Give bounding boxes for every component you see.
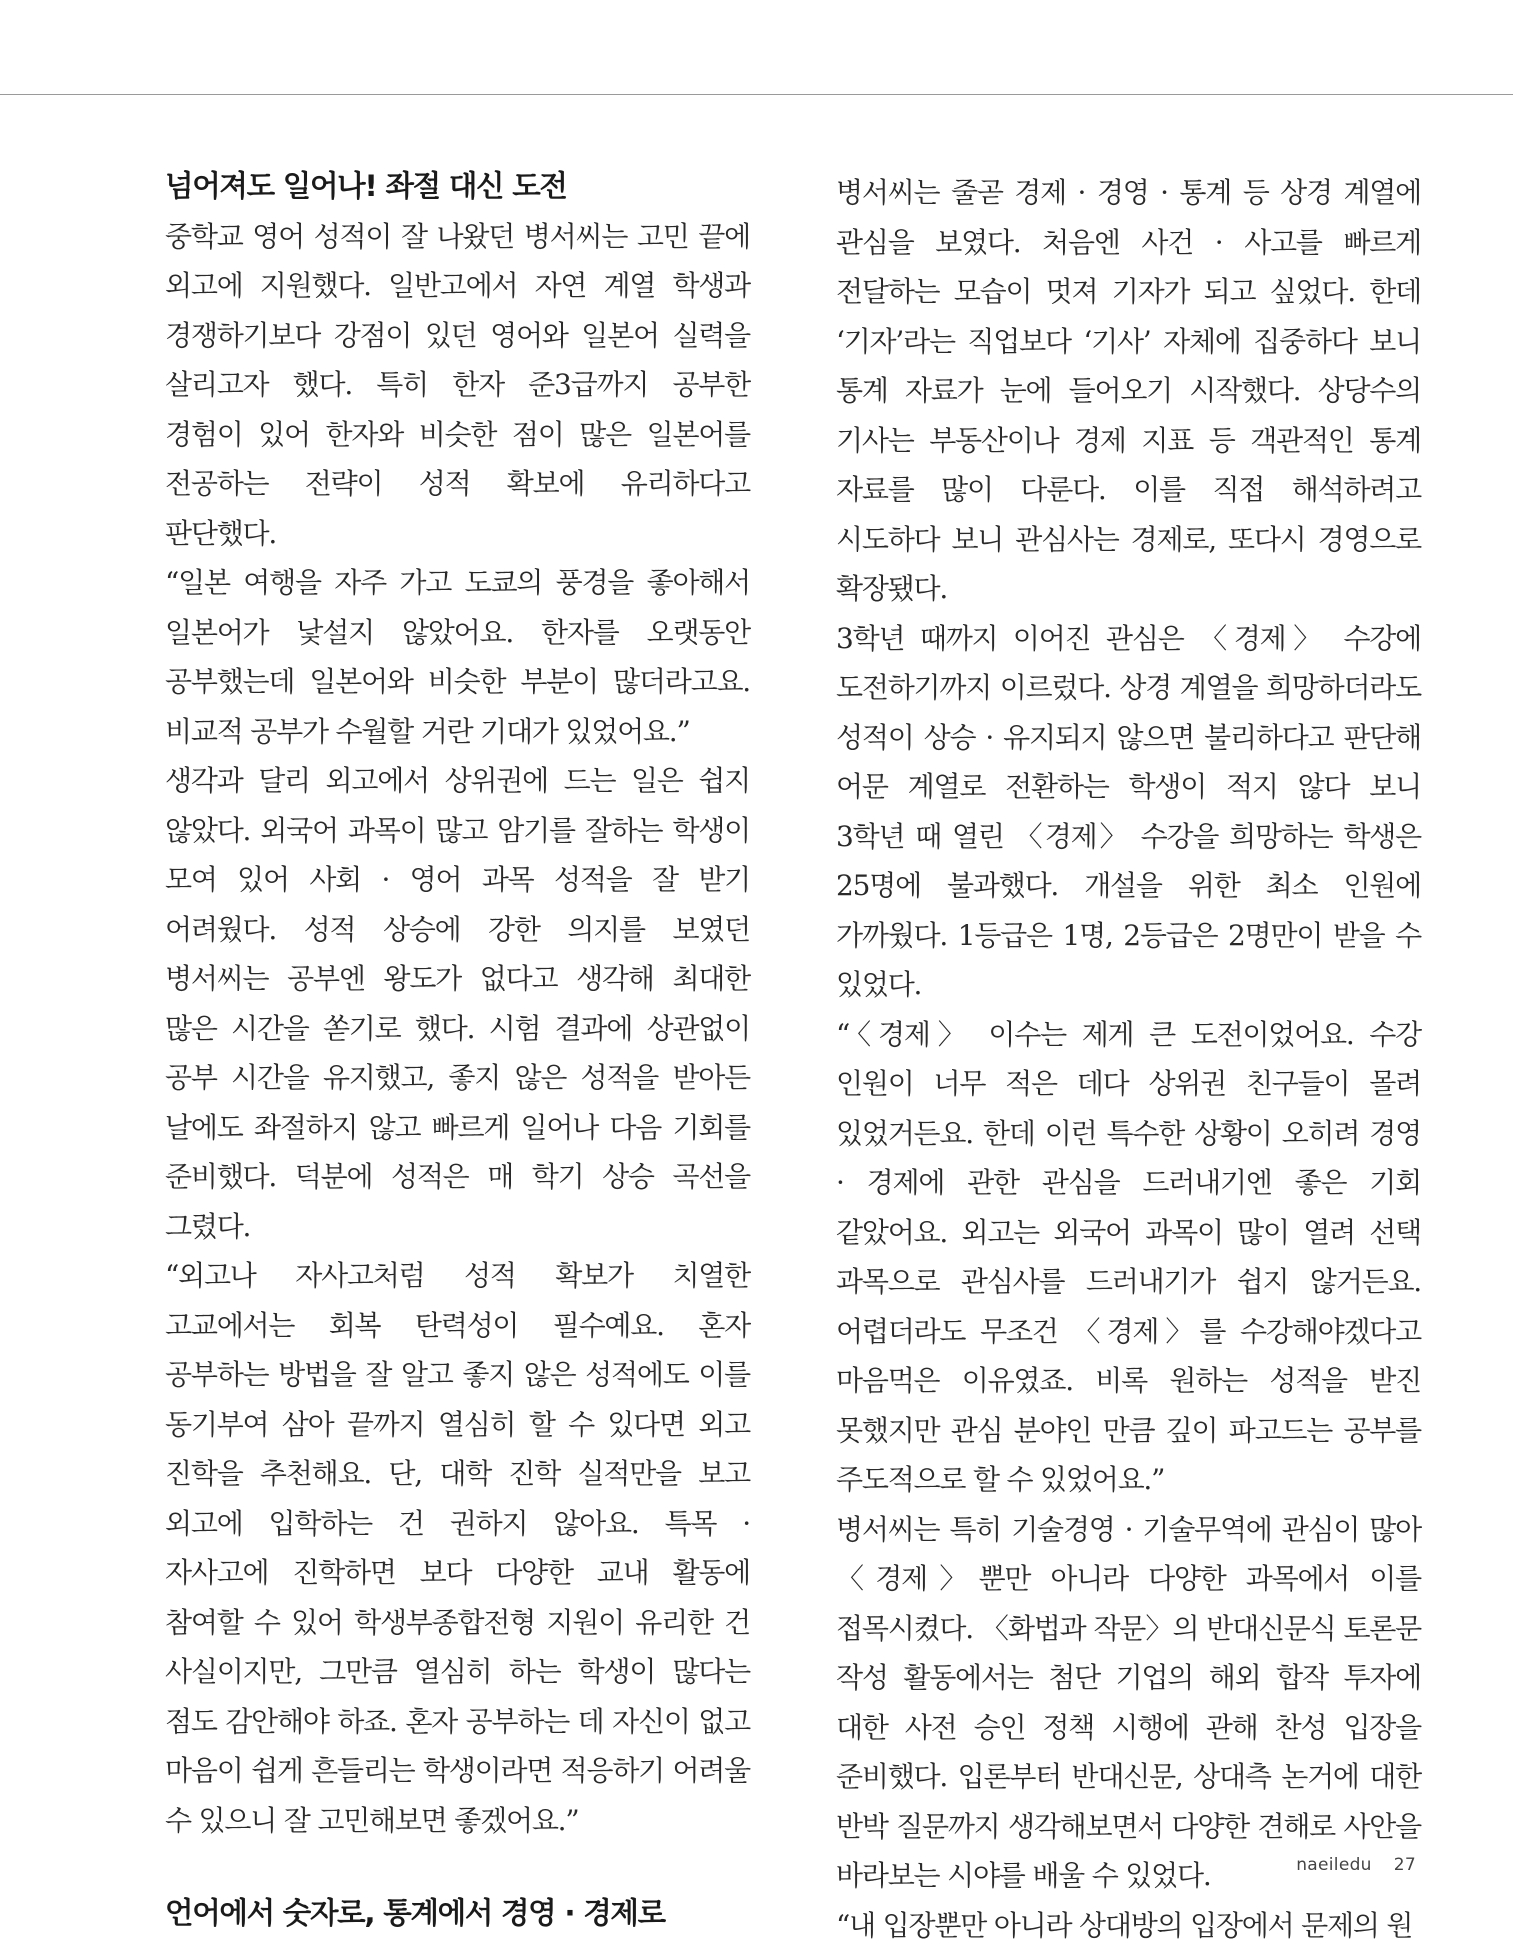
section-spacer (165, 1845, 750, 1889)
right-column (836, 168, 1421, 1950)
section-heading-1: 넘어져도 일어나! 좌절 대신 도전 (165, 162, 750, 212)
quote-paragraph: “내 입장뿐만 아니라 상대방의 입장에서 문제의 원 (836, 1901, 1421, 1950)
paragraph: 생각과 달리 외고에서 상위권에 드는 일은 쉽지 않았다. 외국어 과목이 많고 암기를 잘하는 학생이 모여 있어 사회 · 영어 과목 성적을 잘 받기 어려웠다. 성적 상승에 강한 의지를 보였던 병서씨는 공부엔 왕도가 없다고 생각해 최대한 많은 시간을 쏟기로 했다. 시험 결과에 상관없이 공부 시간을 유지했고, 좋지 않은 성적을 받아든 날에도 좌절하지 않고 빠르게 일어나 다음 기회를 준비했다. 덕분에 성적은 매 학기 상승 곡선을 그렸다. (165, 756, 750, 1251)
paragraph: 중학교 영어 성적이 잘 나왔던 병서씨는 고민 끝에 외고에 지원했다. 일반고에서 자연 계열 학생과 경쟁하기보다 강점이 있던 영어와 일본어 실력을 살리고자 했다. 특히 한자 준3급까지 공부한 경험이 있어 한자와 비슷한 점이 많은 일본어를 전공하는 전략이 성적 확보에 유리하다고 판단했다. (165, 212, 750, 559)
paragraph: 병서씨는 특히 기술경영 · 기술무역에 관심이 많아 〈경제〉뿐만 아니라 다양한 과목에서 이를 접목시켰다. 〈화법과 작문〉의 반대신문식 토론문 작성 활동에서는 첨단 기업의 해외 합작 투자에 대한 사전 승인 정책 시행에 관해 찬성 입장을 준비했다. 입론부터 반대신문, 상대측 논거에 대한 반박 질문까지 생각해보면서 다양한 견해로 사안을 바라보는 시야를 배울 수 있었다. (836, 1505, 1421, 1901)
section-heading-2: 언어에서 숫자로, 통계에서 경영 · 경제로 (165, 1889, 750, 1939)
left-column (165, 162, 750, 1939)
publication-name: naeiledu (1296, 1855, 1372, 1875)
header-divider (0, 94, 1513, 95)
quote-paragraph: “외고나 자사고처럼 성적 확보가 치열한 고교에서는 회복 탄력성이 필수예요. 혼자 공부하는 방법을 잘 알고 좋지 않은 성적에도 이를 동기부여 삼아 끝까지 열심히 할 수 있다면 외고 진학을 추천해요. 단, 대학 진학 실적만을 보고 외고에 입학하는 건 권하지 않아요. 특목 · 자사고에 진학하면 보다 다양한 교내 활동에 참여할 수 있어 학생부종합전형 지원이 유리한 건 사실이지만, 그만큼 열심히 하는 학생이 많다는 점도 감안해야 하죠. 혼자 공부하는 데 자신이 없고 마음이 쉽게 흔들리는 학생이라면 적응하기 어려울 수 있으니 잘 고민해보면 좋겠어요.” (165, 1251, 750, 1845)
page-footer (1296, 1855, 1416, 1875)
paragraph: 병서씨는 줄곧 경제 · 경영 · 통계 등 상경 계열에 관심을 보였다. 처음엔 사건 · 사고를 빠르게 전달하는 모습이 멋져 기자가 되고 싶었다. 한데 ‘기자’라는 직업보다 ‘기사’ 자체에 집중하다 보니 통계 자료가 눈에 들어오기 시작했다. 상당수의 기사는 부동산이나 경제 지표 등 객관적인 통계 자료를 많이 다룬다. 이를 직접 해석하려고 시도하다 보니 관심사는 경제로, 또다시 경영으로 확장됐다. (836, 168, 1421, 614)
paragraph: 3학년 때까지 이어진 관심은 〈경제〉 수강에 도전하기까지 이르렀다. 상경 계열을 희망하더라도 성적이 상승 · 유지되지 않으면 불리하다고 판단해 어문 계열로 전환하는 학생이 적지 않다 보니 3학년 때 열린 〈경제〉 수강을 희망하는 학생은 25명에 불과했다. 개설을 위한 최소 인원에 가까웠다. 1등급은 1명, 2등급은 2명만이 받을 수 있었다. (836, 614, 1421, 1010)
quote-paragraph: “〈경제〉 이수는 제게 큰 도전이었어요. 수강 인원이 너무 적은 데다 상위권 친구들이 몰려 있었거든요. 한데 이런 특수한 상황이 오히려 경영 · 경제에 관한 관심을 드러내기엔 좋은 기회 같았어요. 외고는 외국어 과목이 많이 열려 선택 과목으로 관심사를 드러내기가 쉽지 않거든요. 어렵더라도 무조건 〈경제〉를 수강해야겠다고 마음먹은 이유였죠. 비록 원하는 성적을 받진 못했지만 관심 분야인 만큼 깊이 파고드는 공부를 주도적으로 할 수 있었어요.” (836, 1010, 1421, 1505)
page-number: 27 (1394, 1855, 1416, 1875)
quote-paragraph: “일본 여행을 자주 가고 도쿄의 풍경을 좋아해서 일본어가 낯설지 않았어요. 한자를 오랫동안 공부했는데 일본어와 비슷한 부분이 많더라고요. 비교적 공부가 수월할 거란 기대가 있었어요.” (165, 558, 750, 756)
